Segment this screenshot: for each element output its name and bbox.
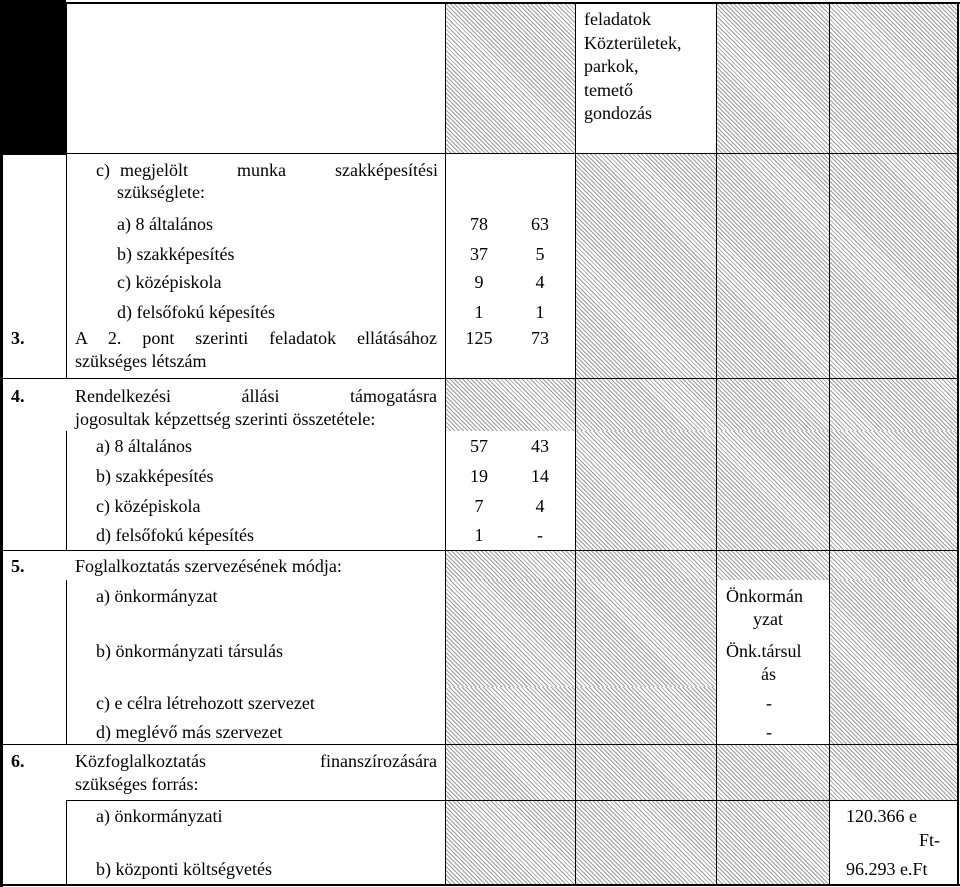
hatch-s5-mid: [446, 580, 716, 687]
left-black-strip: [0, 0, 3, 887]
section-4-row-value-1: 7: [474, 496, 484, 516]
section-3-title-2: szükséges létszám: [75, 351, 207, 371]
section-4-row-label: a) 8 általános: [96, 436, 192, 456]
section-6-title: Közfoglalkoztatás finanszírozására: [75, 751, 437, 771]
section-3-number: 3.: [11, 328, 25, 348]
grid-line: [445, 2, 446, 886]
section-c-prefix: c): [96, 160, 110, 180]
grid-line: [0, 2, 960, 4]
hatch-header-b: [717, 3, 958, 153]
section-4-row-label: c) középiskola: [96, 496, 201, 516]
hatch-s5-right: [829, 580, 958, 744]
section-c-row-label: a) 8 általános: [117, 214, 213, 234]
header-line: temető: [584, 79, 633, 100]
grid-line: [66, 153, 958, 154]
section-6-number: 6.: [11, 751, 25, 771]
section-3-value-2: 73: [531, 328, 549, 348]
section-5-row-value-2: yzat: [753, 609, 783, 629]
header-line: gondozás: [584, 103, 652, 123]
grid-line: [66, 800, 958, 801]
header-column-text: [584, 8, 681, 126]
section-5-number: 5.: [11, 556, 25, 576]
header-line: parkok,: [584, 56, 639, 76]
header-line: feladatok: [584, 9, 651, 29]
section-4-number: 4.: [11, 386, 25, 406]
section-c-row-value-2: 5: [535, 244, 545, 264]
hatch-s4-head: [446, 378, 958, 431]
section-6-row-value: 96.293 e.Ft: [846, 859, 928, 879]
section-c-row-value-1: 1: [474, 302, 484, 322]
section-5-row-label: b) önkormányzati társulás: [96, 641, 283, 661]
section-4-row-value-2: 14: [531, 466, 549, 486]
section-6-title-2: szükséges forrás:: [75, 774, 199, 794]
grid-line: [716, 2, 717, 886]
left-black-bar: [0, 0, 66, 155]
section-6-row-label: b) központi költségvetés: [96, 859, 272, 879]
hatch-s6-head: [446, 744, 958, 800]
section-5-row-value: -: [766, 693, 772, 713]
section-4-row-label: d) felsőfokú képesítés: [96, 525, 254, 545]
section-4-title-2: jogosultak képzettség szerinti összetétele:: [75, 409, 376, 429]
grid-line: [3, 550, 958, 551]
section-4-row-value-1: 57: [470, 436, 488, 456]
section-c-row-label: c) középiskola: [117, 272, 222, 292]
grid-line: [66, 800, 67, 884]
hatch-s4-right: [576, 431, 958, 550]
section-c-row-value-1: 37: [470, 244, 488, 264]
section-c-row-label: b) szakképesítés: [117, 244, 235, 264]
hatch-header-a: [446, 3, 575, 153]
hatch-s5-mid2: [446, 687, 716, 744]
section-5-row-value: -: [766, 722, 772, 742]
section-4-row-value-2: 43: [531, 436, 549, 456]
hatch-s6-mid: [446, 800, 829, 884]
section-5-row-value-2: ás: [761, 664, 776, 684]
section-5-row-value: Önkormán: [726, 586, 803, 606]
hatch-right-c: [576, 153, 958, 378]
hatch-s5-head: [446, 550, 958, 580]
grid-line: [3, 744, 958, 745]
section-c-row-label: d) felsőfokú képesítés: [117, 302, 275, 322]
section-4-row-value-1: 1: [474, 525, 484, 545]
section-5-row-value: Önk.társul: [726, 641, 802, 661]
section-c-row-value-2: 63: [531, 214, 549, 234]
section-4-row-value-2: -: [537, 525, 543, 545]
section-c-row-value-1: 9: [474, 272, 484, 292]
section-c-row-value-2: 1: [535, 302, 545, 322]
section-4-row-label: b) szakképesítés: [96, 466, 214, 486]
header-line: Közterületek,: [584, 32, 682, 53]
section-5-title: Foglalkoztatás szervezésének módja:: [75, 556, 342, 576]
grid-line: [66, 431, 67, 550]
section-c-title-2: szükséglete:: [117, 182, 205, 202]
section-6-row-value: 120.366 e: [846, 806, 917, 826]
section-5-row-label: a) önkormányzat: [96, 586, 218, 606]
section-c-row-value-2: 4: [535, 272, 545, 292]
section-4-title: Rendelkezési állási támogatásra: [75, 386, 437, 406]
section-5-row-label: c) e célra létrehozott szervezet: [96, 693, 315, 713]
grid-line: [957, 2, 959, 886]
grid-line: [3, 378, 958, 379]
section-6-row-label: a) önkormányzati: [96, 806, 223, 826]
grid-line: [66, 580, 67, 744]
section-3-value-1: 125: [465, 328, 493, 348]
grid-line: [66, 2, 67, 378]
section-3-title: A 2. pont szerinti feladatok ellátásához: [75, 328, 437, 348]
section-5-row-label: d) meglévő más szervezet: [96, 722, 283, 742]
section-6-row-value-2: Ft-: [919, 830, 941, 850]
grid-line: [0, 884, 960, 886]
grid-line: [575, 2, 576, 886]
section-c-row-value-1: 78: [470, 214, 488, 234]
section-4-row-value-1: 19: [470, 466, 488, 486]
section-c-title: megjelölt munka szakképesítési: [120, 160, 438, 180]
grid-line: [829, 2, 830, 886]
section-4-row-value-2: 4: [535, 496, 545, 516]
